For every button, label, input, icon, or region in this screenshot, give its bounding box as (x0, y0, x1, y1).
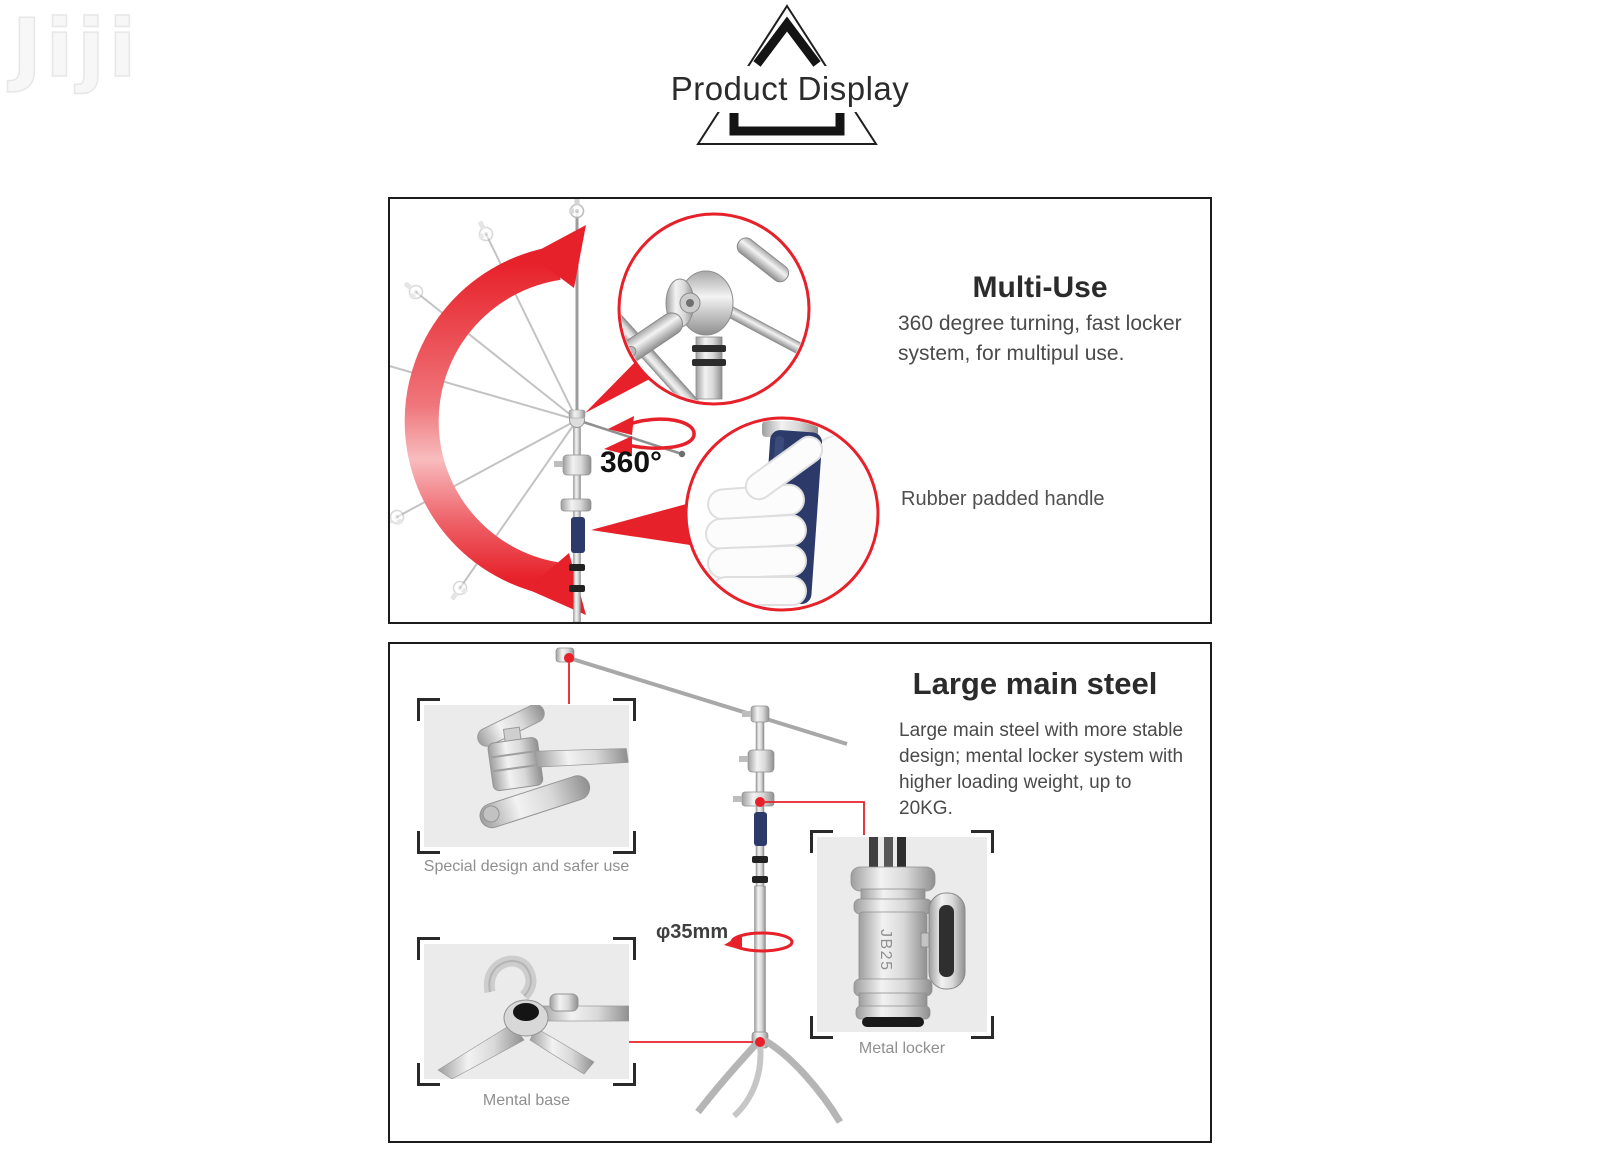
large-main-steel-description-line1: Large main steel with more stable (899, 720, 1184, 741)
stand-pole (733, 706, 774, 1036)
multi-use-illustration (390, 199, 1210, 622)
pole-rubber-handle (571, 517, 585, 553)
rubber-ring (862, 1017, 924, 1027)
metal-locker-inset (817, 837, 987, 1032)
locker-engraving: JB25 (877, 929, 894, 972)
bracket-corner-icon (971, 1016, 994, 1039)
jiji-watermark: Jiji (12, 2, 141, 95)
grip-head-inset (424, 705, 629, 847)
bracket-corner-icon (613, 1063, 636, 1086)
bracket-corner-icon (417, 698, 440, 721)
large-main-steel-description-line3: higher loading weight, up to 20KG. (899, 772, 1132, 819)
base-caption: Mental base (482, 1092, 571, 1109)
large-main-steel-description (899, 718, 1189, 822)
multi-use-panel (388, 197, 1212, 624)
large-main-steel-heading: Large main steel (912, 666, 1158, 701)
bracket-corner-icon (613, 698, 636, 721)
bracket-corner-icon (810, 1016, 833, 1039)
multi-use-description-line2: system, for multipul use. (898, 342, 1125, 365)
bracket-corner-icon (971, 830, 994, 853)
bracket-corner-icon (613, 831, 636, 854)
bracket-corner-icon (417, 1063, 440, 1086)
grip-head-caption: Special design and safer use (423, 858, 630, 875)
multi-use-description (898, 309, 1208, 369)
diameter-label: φ35mm (656, 921, 729, 943)
grip-head-photo (424, 705, 629, 847)
red-dot-locker (755, 797, 765, 807)
large-main-steel-description-line2: design; mental locker system with (899, 746, 1184, 767)
bracket-corner-icon (417, 831, 440, 854)
locker-callout-circle (586, 214, 813, 436)
red-dot-base (755, 1037, 765, 1047)
degree-label: 360° (600, 446, 663, 479)
multi-use-heading: Multi-Use (972, 271, 1108, 304)
base-inset (424, 944, 629, 1079)
rubber-handle-caption: Rubber padded handle (901, 488, 1105, 510)
bracket-corner-icon (810, 830, 833, 853)
pole-knob (563, 455, 591, 475)
large-main-steel-panel (388, 642, 1212, 1143)
multi-use-description-line1: 360 degree turning, fast locker (898, 312, 1182, 335)
bracket-corner-icon (417, 937, 440, 960)
page-title: Product Display (670, 70, 910, 107)
base-photo (424, 944, 629, 1079)
sweep-arrow (422, 225, 586, 615)
callout-wedge-handle (591, 503, 690, 545)
rubber-handle-2 (754, 812, 767, 846)
metal-locker-caption: Metal locker (858, 1040, 946, 1057)
red-dot-boom (564, 653, 574, 663)
handle-callout-circle (686, 418, 907, 622)
metal-locker-photo (817, 837, 987, 1032)
pole-knob-2 (748, 750, 774, 772)
pole-clamp (561, 499, 591, 511)
bracket-corner-icon (613, 937, 636, 960)
